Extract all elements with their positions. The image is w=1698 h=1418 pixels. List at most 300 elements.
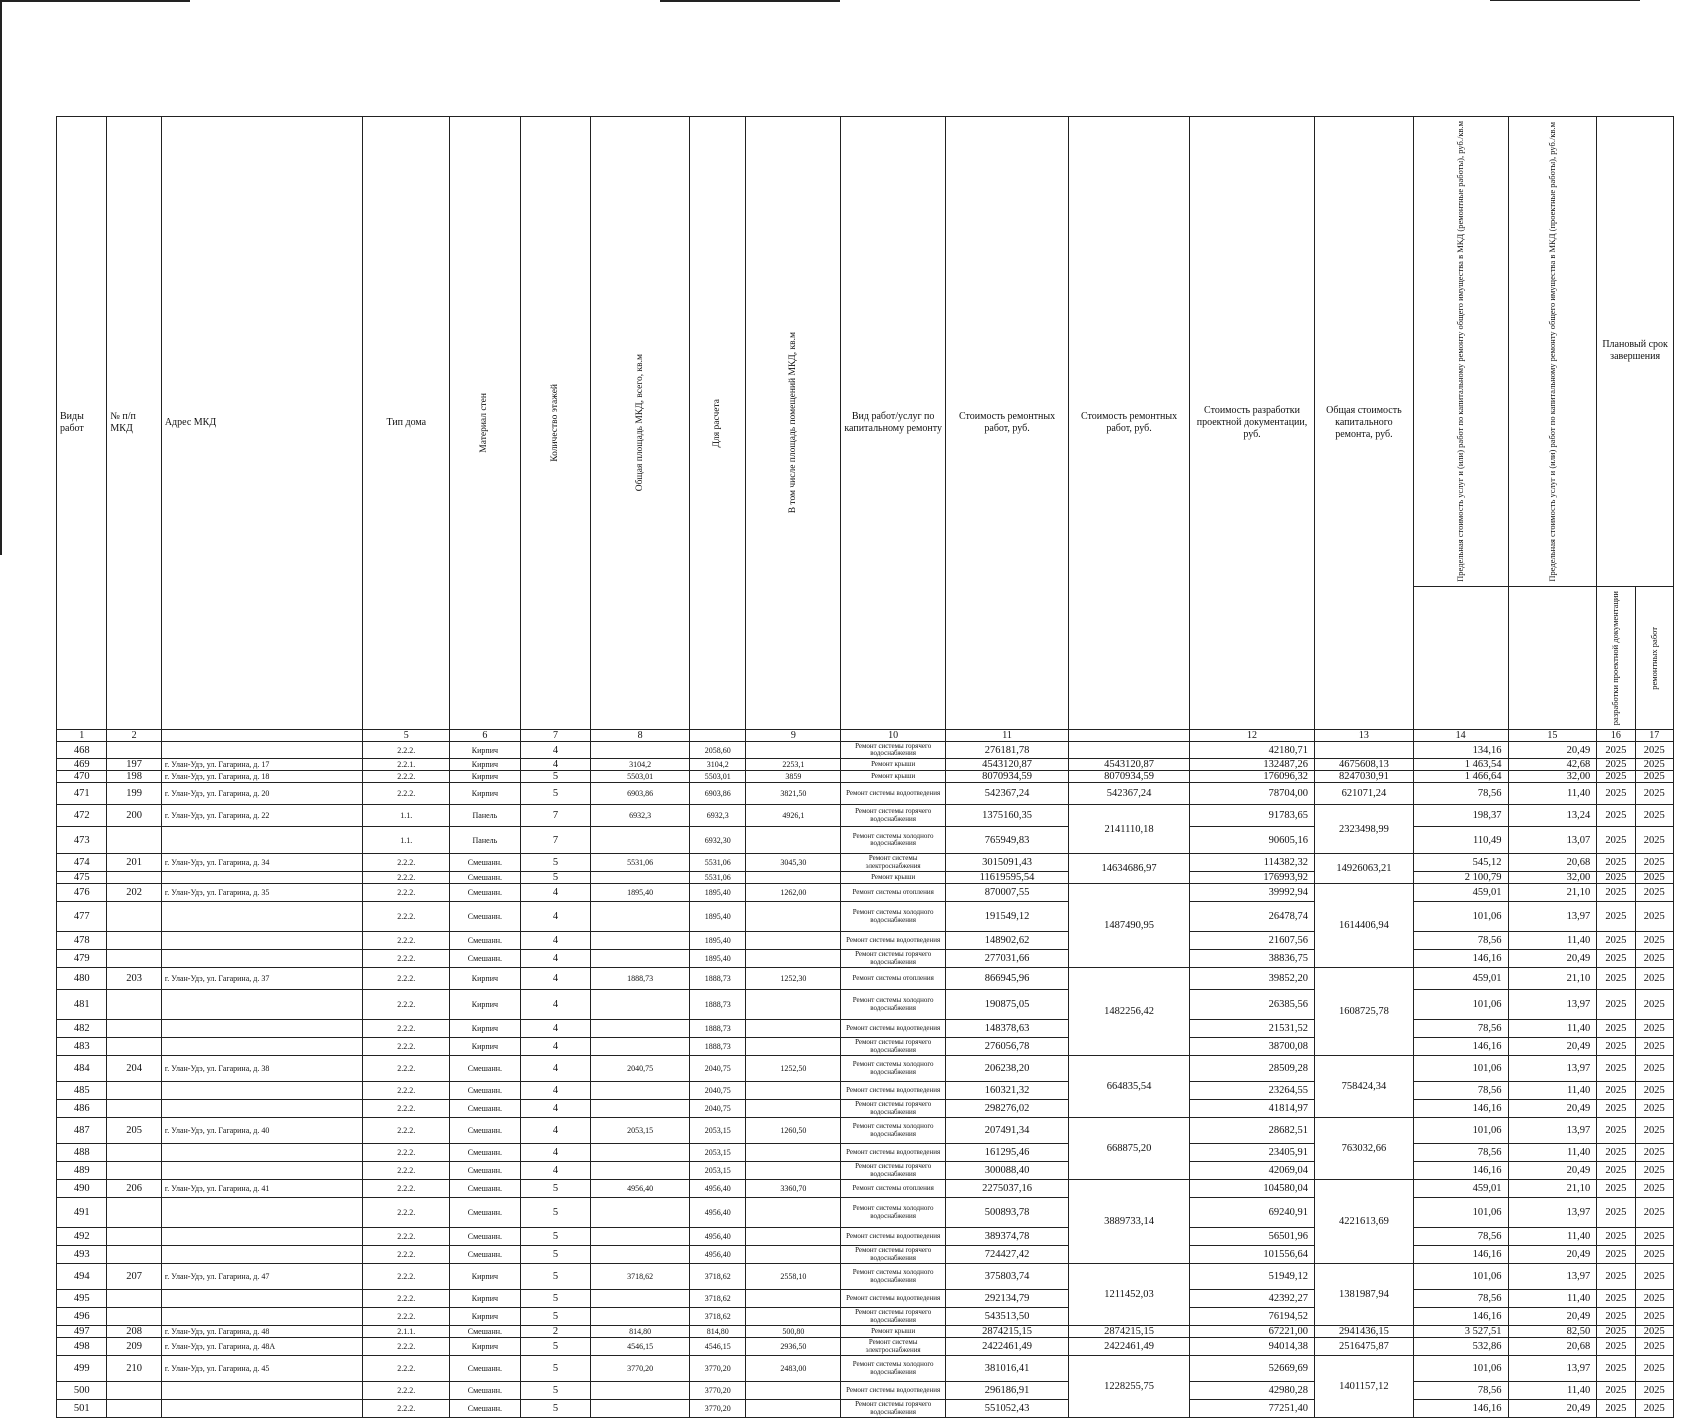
cell-area-res: 1260,50 xyxy=(746,1118,841,1144)
cell-limit-repair: 198,37 xyxy=(1413,805,1508,827)
cell-cost-total: 1614406,94 xyxy=(1315,884,1414,968)
cell-type: 2.2.2. xyxy=(363,902,450,932)
cell-area-total: 4956,40 xyxy=(591,1180,690,1198)
cell-limit-project: 13,97 xyxy=(1508,1356,1597,1382)
cell-cost-repair: 551052,43 xyxy=(946,1400,1069,1418)
cell-floors: 5 xyxy=(520,1228,591,1246)
cell-t1: 2025 xyxy=(1597,1162,1635,1180)
cell-wall: Кирпич xyxy=(450,783,521,805)
cell-type: 2.2.2. xyxy=(363,932,450,950)
cell-addr: г. Улан-Удэ, ул. Гагарина, д. 17 xyxy=(161,759,363,771)
cell-num: 202 xyxy=(107,884,161,902)
cell-area-calc: 5531,06 xyxy=(690,854,746,872)
table-row xyxy=(57,950,1674,968)
cell-floors: 2 xyxy=(520,1326,591,1338)
cell-cost-total: 4221613,69 xyxy=(1315,1180,1414,1264)
cell-area-total: 5503,01 xyxy=(591,771,690,783)
cell-type: 2.2.2. xyxy=(363,990,450,1020)
cell-wall: Смешанн. xyxy=(450,902,521,932)
table-row xyxy=(57,1356,1674,1382)
cell-cost-total: 2516475,87 xyxy=(1315,1338,1414,1356)
cell-limit-project: 13,97 xyxy=(1508,990,1597,1020)
cell-t1: 2025 xyxy=(1597,1020,1635,1038)
cell-floors: 5 xyxy=(520,1198,591,1228)
cell-t1: 2025 xyxy=(1597,968,1635,990)
cell-addr xyxy=(161,742,363,759)
cell-limit-project: 20,49 xyxy=(1508,1308,1597,1326)
cell-area-res xyxy=(746,872,841,884)
cell-cost-project: 90605,16 xyxy=(1190,827,1315,854)
cell-floors: 5 xyxy=(520,1246,591,1264)
cell-vid: 470 xyxy=(57,771,107,783)
cell-num xyxy=(107,1228,161,1246)
cell-num xyxy=(107,1100,161,1118)
cell-cost-project: 76194,52 xyxy=(1190,1308,1315,1326)
cell-cost-repair2: 664835,54 xyxy=(1069,1056,1190,1118)
cell-cost-repair: 724427,42 xyxy=(946,1246,1069,1264)
header-term-repair: ремонтных работ xyxy=(1635,586,1673,729)
cell-work: Ремонт системы водоотведения xyxy=(841,1382,946,1400)
cell-area-res xyxy=(746,1082,841,1100)
column-index-cell: 12 xyxy=(1190,730,1315,742)
cell-area-calc: 6932,30 xyxy=(690,827,746,854)
cell-vid: 469 xyxy=(57,759,107,771)
cell-addr xyxy=(161,1082,363,1100)
cell-vid: 479 xyxy=(57,950,107,968)
cell-addr: г. Улан-Удэ, ул. Гагарина, д. 34 xyxy=(161,854,363,872)
cell-area-res xyxy=(746,950,841,968)
cell-cost-repair2: 668875,20 xyxy=(1069,1118,1190,1180)
cell-work: Ремонт системы электроснабжения xyxy=(841,1338,946,1356)
table-row xyxy=(57,990,1674,1020)
cell-cost-repair: 1375160,35 xyxy=(946,805,1069,827)
cell-cost-total: 1401157,12 xyxy=(1315,1356,1414,1418)
cell-limit-project: 21,10 xyxy=(1508,1180,1597,1198)
cell-t2: 2025 xyxy=(1635,827,1673,854)
cell-floors: 5 xyxy=(520,771,591,783)
cell-cost-repair: 190875,05 xyxy=(946,990,1069,1020)
cell-area-res: 4926,1 xyxy=(746,805,841,827)
cell-work: Ремонт системы холодного водоснабжения xyxy=(841,990,946,1020)
cell-work: Ремонт системы горячего водоснабжения xyxy=(841,950,946,968)
cell-t2: 2025 xyxy=(1635,1038,1673,1056)
cell-addr xyxy=(161,990,363,1020)
cell-work: Ремонт крыши xyxy=(841,771,946,783)
cell-area-res xyxy=(746,902,841,932)
cell-cost-total: 1608725,78 xyxy=(1315,968,1414,1056)
cell-num: 204 xyxy=(107,1056,161,1082)
cell-num xyxy=(107,990,161,1020)
cell-addr: г. Улан-Удэ, ул. Гагарина, д. 35 xyxy=(161,884,363,902)
column-index-cell: 16 xyxy=(1597,730,1635,742)
cell-work: Ремонт системы холодного водоснабжения xyxy=(841,827,946,854)
cell-wall: Смешанн. xyxy=(450,1100,521,1118)
table-row xyxy=(57,1326,1674,1338)
cell-cost-project: 56501,96 xyxy=(1190,1228,1315,1246)
cell-work: Ремонт системы горячего водоснабжения xyxy=(841,1162,946,1180)
cell-floors: 4 xyxy=(520,1118,591,1144)
cell-type: 2.2.2. xyxy=(363,1100,450,1118)
cell-cost-project: 104580,04 xyxy=(1190,1180,1315,1198)
cell-addr xyxy=(161,1038,363,1056)
cell-type: 2.2.2. xyxy=(363,1382,450,1400)
cell-area-calc: 5531,06 xyxy=(690,872,746,884)
cell-limit-repair: 134,16 xyxy=(1413,742,1508,759)
cell-limit-repair: 101,06 xyxy=(1413,1118,1508,1144)
header-limit-repair: Предельная стоимость услуг и (или) работ по капитальному ремонту общего имущества в МКД (ремонтные работы), руб./кв.м xyxy=(1413,117,1508,587)
cell-limit-repair: 101,06 xyxy=(1413,902,1508,932)
cell-floors: 4 xyxy=(520,1144,591,1162)
cell-t1: 2025 xyxy=(1597,1400,1635,1418)
cell-t2: 2025 xyxy=(1635,1100,1673,1118)
cell-t1: 2025 xyxy=(1597,990,1635,1020)
cell-area-total xyxy=(591,872,690,884)
cell-work: Ремонт системы водоотведения xyxy=(841,1144,946,1162)
cell-wall: Смешанн. xyxy=(450,1400,521,1418)
cell-cost-project: 42069,04 xyxy=(1190,1162,1315,1180)
cell-num: 210 xyxy=(107,1356,161,1382)
cell-cost-repair2: 2141110,18 xyxy=(1069,805,1190,854)
cell-cost-repair2: 1228255,75 xyxy=(1069,1356,1190,1418)
cell-limit-repair: 78,56 xyxy=(1413,783,1508,805)
cell-limit-repair: 459,01 xyxy=(1413,884,1508,902)
cell-type: 2.2.2. xyxy=(363,854,450,872)
cell-area-res: 3821,50 xyxy=(746,783,841,805)
cell-vid: 493 xyxy=(57,1246,107,1264)
cell-cost-repair: 296186,91 xyxy=(946,1382,1069,1400)
cell-area-calc: 6903,86 xyxy=(690,783,746,805)
cell-area-calc: 2053,15 xyxy=(690,1144,746,1162)
cell-area-res: 1252,30 xyxy=(746,968,841,990)
cell-limit-repair: 146,16 xyxy=(1413,1038,1508,1056)
cell-t2: 2025 xyxy=(1635,1228,1673,1246)
column-index-row xyxy=(57,730,1674,742)
header-floors: Количество этажей xyxy=(520,117,591,730)
cell-cost-total: 2323498,99 xyxy=(1315,805,1414,854)
header-premises-area: В том числе площадь помещений МКД, кв.м xyxy=(746,117,841,730)
cell-limit-project: 20,49 xyxy=(1508,1400,1597,1418)
cell-work: Ремонт системы холодного водоснабжения xyxy=(841,1118,946,1144)
cell-cost-repair: 543513,50 xyxy=(946,1308,1069,1326)
cell-wall: Кирпич xyxy=(450,968,521,990)
cell-num xyxy=(107,1246,161,1264)
cell-area-res xyxy=(746,1308,841,1326)
cell-type: 2.2.2. xyxy=(363,771,450,783)
cell-cost-total: 8247030,91 xyxy=(1315,771,1414,783)
cell-vid: 488 xyxy=(57,1144,107,1162)
column-index-cell: 8 xyxy=(591,730,690,742)
cell-floors: 4 xyxy=(520,742,591,759)
cell-area-total xyxy=(591,1400,690,1418)
cell-limit-repair: 146,16 xyxy=(1413,1400,1508,1418)
cell-addr: г. Улан-Удэ, ул. Гагарина, д. 41 xyxy=(161,1180,363,1198)
cell-cost-project: 28682,51 xyxy=(1190,1118,1315,1144)
cell-wall: Кирпич xyxy=(450,1038,521,1056)
cell-num xyxy=(107,872,161,884)
cell-work: Ремонт системы холодного водоснабжения xyxy=(841,902,946,932)
cell-floors: 4 xyxy=(520,1038,591,1056)
cell-limit-project: 13,07 xyxy=(1508,827,1597,854)
cell-vid: 477 xyxy=(57,902,107,932)
cell-cost-repair2: 2422461,49 xyxy=(1069,1338,1190,1356)
cell-limit-project: 21,10 xyxy=(1508,884,1597,902)
header-limit-repair-blank xyxy=(1413,586,1508,729)
cell-type: 2.2.2. xyxy=(363,1228,450,1246)
cell-work: Ремонт крыши xyxy=(841,872,946,884)
cell-wall: Кирпич xyxy=(450,1308,521,1326)
column-index-cell: 14 xyxy=(1413,730,1508,742)
cell-num xyxy=(107,1162,161,1180)
cell-t2: 2025 xyxy=(1635,1400,1673,1418)
cell-cost-repair: 292134,79 xyxy=(946,1290,1069,1308)
cell-area-res xyxy=(746,1198,841,1228)
cell-addr xyxy=(161,1100,363,1118)
cell-type: 2.2.2. xyxy=(363,1162,450,1180)
cell-t2: 2025 xyxy=(1635,1180,1673,1198)
cell-type: 2.2.2. xyxy=(363,1308,450,1326)
cell-wall: Смешанн. xyxy=(450,1326,521,1338)
cell-cost-repair: 870007,55 xyxy=(946,884,1069,902)
column-index-cell: 15 xyxy=(1508,730,1597,742)
table-row xyxy=(57,742,1674,759)
cell-area-calc: 1888,73 xyxy=(690,1038,746,1056)
cell-t1: 2025 xyxy=(1597,1038,1635,1056)
cell-limit-repair: 101,06 xyxy=(1413,1356,1508,1382)
cell-addr xyxy=(161,1228,363,1246)
cell-t1: 2025 xyxy=(1597,884,1635,902)
cell-cost-project: 132487,26 xyxy=(1190,759,1315,771)
cell-addr xyxy=(161,1400,363,1418)
cell-area-calc: 4956,40 xyxy=(690,1228,746,1246)
cell-cost-project: 28509,28 xyxy=(1190,1056,1315,1082)
cell-cost-repair: 4543120,87 xyxy=(946,759,1069,771)
header-work-kind: Вид работ/услуг по капитальному ремонту xyxy=(841,117,946,730)
cell-limit-project: 11,40 xyxy=(1508,1290,1597,1308)
cell-cost-repair2: 8070934,59 xyxy=(1069,771,1190,783)
cell-cost-repair: 276181,78 xyxy=(946,742,1069,759)
cell-t2: 2025 xyxy=(1635,1382,1673,1400)
cell-addr: г. Улан-Удэ, ул. Гагарина, д. 38 xyxy=(161,1056,363,1082)
cell-work: Ремонт системы водоотведения xyxy=(841,1020,946,1038)
cell-addr xyxy=(161,1382,363,1400)
header-house-type: Тип дома xyxy=(363,117,450,730)
cell-cost-project: 114382,32 xyxy=(1190,854,1315,872)
cell-t1: 2025 xyxy=(1597,1056,1635,1082)
cell-limit-repair: 146,16 xyxy=(1413,1308,1508,1326)
table-row xyxy=(57,759,1674,771)
cell-area-res: 3045,30 xyxy=(746,854,841,872)
cell-work: Ремонт системы горячего водоснабжения xyxy=(841,1400,946,1418)
cell-vid: 500 xyxy=(57,1382,107,1400)
table-row xyxy=(57,1198,1674,1228)
cell-area-calc: 4956,40 xyxy=(690,1246,746,1264)
cell-area-total: 6903,86 xyxy=(591,783,690,805)
table-row xyxy=(57,902,1674,932)
cell-limit-repair: 110,49 xyxy=(1413,827,1508,854)
table-row xyxy=(57,805,1674,827)
table-row xyxy=(57,1082,1674,1100)
cell-cost-repair2 xyxy=(1069,742,1190,759)
cell-num xyxy=(107,1308,161,1326)
cell-type: 1.1. xyxy=(363,827,450,854)
cell-cost-total: 763032,66 xyxy=(1315,1118,1414,1180)
cell-cost-repair: 191549,12 xyxy=(946,902,1069,932)
cell-wall: Смешанн. xyxy=(450,854,521,872)
cell-vid: 498 xyxy=(57,1338,107,1356)
cell-t2: 2025 xyxy=(1635,771,1673,783)
cell-cost-repair2: 1211452,03 xyxy=(1069,1264,1190,1326)
cell-addr: г. Улан-Удэ, ул. Гагарина, д. 20 xyxy=(161,783,363,805)
cell-area-calc: 3770,20 xyxy=(690,1382,746,1400)
cell-cost-repair: 148378,63 xyxy=(946,1020,1069,1038)
cell-wall: Кирпич xyxy=(450,1020,521,1038)
cell-area-res xyxy=(746,1020,841,1038)
cell-addr xyxy=(161,932,363,950)
table-row xyxy=(57,1144,1674,1162)
header-mkd-number: № п/п МКД xyxy=(107,117,161,730)
cell-area-total xyxy=(591,1198,690,1228)
cell-work: Ремонт системы электроснабжения xyxy=(841,854,946,872)
cell-vid: 490 xyxy=(57,1180,107,1198)
cell-addr xyxy=(161,950,363,968)
cell-addr: г. Улан-Удэ, ул. Гагарина, д. 37 xyxy=(161,968,363,990)
cell-area-total: 3104,2 xyxy=(591,759,690,771)
cell-limit-project: 11,40 xyxy=(1508,1082,1597,1100)
cell-addr xyxy=(161,872,363,884)
cell-limit-repair: 146,16 xyxy=(1413,1162,1508,1180)
column-index-cell: 5 xyxy=(363,730,450,742)
cell-floors: 5 xyxy=(520,1356,591,1382)
cell-limit-project: 11,40 xyxy=(1508,1020,1597,1038)
cell-floors: 4 xyxy=(520,1082,591,1100)
cell-limit-project: 20,68 xyxy=(1508,1338,1597,1356)
cell-work: Ремонт системы водоотведения xyxy=(841,932,946,950)
cell-cost-project: 176993,92 xyxy=(1190,872,1315,884)
header-planned-term: Плановый срок завершения xyxy=(1597,117,1674,587)
cell-limit-repair: 146,16 xyxy=(1413,950,1508,968)
cell-area-total xyxy=(591,1246,690,1264)
cell-num: 200 xyxy=(107,805,161,827)
cell-work: Ремонт крыши xyxy=(841,759,946,771)
cell-cost-repair: 542367,24 xyxy=(946,783,1069,805)
cell-work: Ремонт системы отопления xyxy=(841,968,946,990)
cell-area-res: 2253,1 xyxy=(746,759,841,771)
cell-cost-project: 91783,65 xyxy=(1190,805,1315,827)
cell-area-total: 3770,20 xyxy=(591,1356,690,1382)
cell-limit-project: 13,97 xyxy=(1508,1118,1597,1144)
cell-wall: Смешанн. xyxy=(450,1198,521,1228)
cell-limit-project: 32,00 xyxy=(1508,771,1597,783)
cell-type: 2.2.2. xyxy=(363,950,450,968)
cell-area-calc: 3770,20 xyxy=(690,1400,746,1418)
cell-area-res: 2558,10 xyxy=(746,1264,841,1290)
cell-floors: 4 xyxy=(520,950,591,968)
cell-area-calc: 4546,15 xyxy=(690,1338,746,1356)
cell-area-total xyxy=(591,902,690,932)
cell-area-res xyxy=(746,1228,841,1246)
cell-area-total xyxy=(591,1290,690,1308)
cell-work: Ремонт системы горячего водоснабжения xyxy=(841,1308,946,1326)
cell-num xyxy=(107,1144,161,1162)
cell-area-res xyxy=(746,1290,841,1308)
cell-cost-project: 38836,75 xyxy=(1190,950,1315,968)
column-index-cell: 2 xyxy=(107,730,161,742)
table-row xyxy=(57,1180,1674,1198)
cell-work: Ремонт системы водоотведения xyxy=(841,1082,946,1100)
cell-limit-repair: 3 527,51 xyxy=(1413,1326,1508,1338)
cell-floors: 4 xyxy=(520,990,591,1020)
cell-t1: 2025 xyxy=(1597,1198,1635,1228)
cell-t2: 2025 xyxy=(1635,950,1673,968)
cell-area-total xyxy=(591,990,690,1020)
cell-cost-repair2: 14634686,97 xyxy=(1069,854,1190,884)
cell-num: 201 xyxy=(107,854,161,872)
cell-vid: 496 xyxy=(57,1308,107,1326)
cell-cost-project: 67221,00 xyxy=(1190,1326,1315,1338)
cell-t2: 2025 xyxy=(1635,1246,1673,1264)
header-repair-cost-total: Стоимость ремонтных работ, руб. xyxy=(1069,117,1190,730)
cell-type: 2.2.2. xyxy=(363,884,450,902)
cell-type: 2.2.2. xyxy=(363,1246,450,1264)
cell-t1: 2025 xyxy=(1597,1180,1635,1198)
table-row xyxy=(57,1228,1674,1246)
cell-wall: Кирпич xyxy=(450,990,521,1020)
table-row xyxy=(57,1162,1674,1180)
cell-t1: 2025 xyxy=(1597,1326,1635,1338)
table-row xyxy=(57,1290,1674,1308)
cell-cost-repair: 11619595,54 xyxy=(946,872,1069,884)
cell-wall: Смешанн. xyxy=(450,1246,521,1264)
cell-area-res: 1262,00 xyxy=(746,884,841,902)
cell-num xyxy=(107,742,161,759)
cell-floors: 5 xyxy=(520,1382,591,1400)
cell-area-calc: 2040,75 xyxy=(690,1056,746,1082)
cell-area-res xyxy=(746,1038,841,1056)
cell-area-total xyxy=(591,1228,690,1246)
table-row xyxy=(57,1338,1674,1356)
table-row xyxy=(57,827,1674,854)
cell-area-calc: 3718,62 xyxy=(690,1264,746,1290)
cell-limit-project: 11,40 xyxy=(1508,1382,1597,1400)
column-index-cell: 11 xyxy=(946,730,1069,742)
cell-work: Ремонт системы холодного водоснабжения xyxy=(841,1056,946,1082)
column-index-cell: 17 xyxy=(1635,730,1673,742)
column-index-cell: 9 xyxy=(746,730,841,742)
cell-limit-project: 13,97 xyxy=(1508,1264,1597,1290)
cell-limit-project: 20,49 xyxy=(1508,1038,1597,1056)
cell-t2: 2025 xyxy=(1635,1338,1673,1356)
cell-area-calc: 5503,01 xyxy=(690,771,746,783)
cell-vid: 471 xyxy=(57,783,107,805)
cell-type: 2.2.2. xyxy=(363,1198,450,1228)
cell-area-res xyxy=(746,1162,841,1180)
cell-t1: 2025 xyxy=(1597,1144,1635,1162)
cell-cost-repair2: 4543120,87 xyxy=(1069,759,1190,771)
cell-t2: 2025 xyxy=(1635,1162,1673,1180)
cell-area-total: 5531,06 xyxy=(591,854,690,872)
cell-area-res: 2483,00 xyxy=(746,1356,841,1382)
cell-t2: 2025 xyxy=(1635,884,1673,902)
cell-cost-repair: 148902,62 xyxy=(946,932,1069,950)
cell-t2: 2025 xyxy=(1635,805,1673,827)
cell-cost-repair: 160321,32 xyxy=(946,1082,1069,1100)
cell-wall: Смешанн. xyxy=(450,1162,521,1180)
cell-area-res xyxy=(746,932,841,950)
cell-wall: Кирпич xyxy=(450,1290,521,1308)
cell-area-total: 6932,3 xyxy=(591,805,690,827)
cell-t2: 2025 xyxy=(1635,1356,1673,1382)
cell-area-total: 3718,62 xyxy=(591,1264,690,1290)
